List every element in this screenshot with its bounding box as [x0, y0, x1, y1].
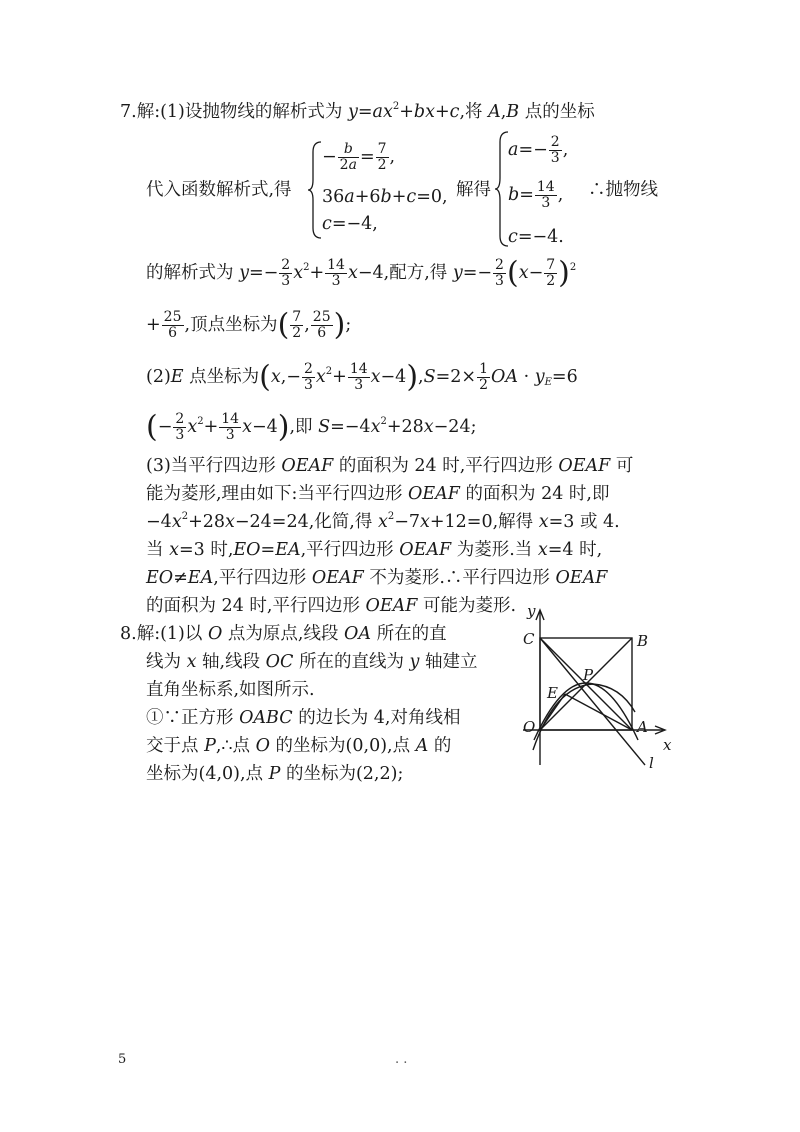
label-o: O [523, 718, 536, 736]
p8-line-4: ①∵正方形 OABC 的边长为 4,对角线相 [146, 708, 461, 728]
p7-line-10: 当 x=3 时,EO=EA,平行四边形 OEAF 为菱形.当 x=4 时, [146, 540, 603, 560]
label-x: x [663, 736, 672, 754]
p7-line-1: 7.解:(1)设抛物线的解析式为 $y=ax^2+bx+c$,将 A,B 点的坐标 [120, 101, 595, 122]
segment-ea [565, 694, 632, 730]
sys1-eq3: c=−4, [322, 214, 378, 234]
label-c: C [523, 630, 535, 648]
p7-line-9: $-4x^2+28x-24=24$,化简,得 $x^2-7x+12=0$,解得 x=3 或 4. [146, 511, 620, 532]
p8-line-2: 线为 x 轴,线段 OC 所在的直线为 y 轴建立 [146, 652, 478, 672]
p8-line-6: 坐标为(4,0),点 P 的坐标为(2,2); [146, 764, 404, 784]
label-y: y [527, 602, 536, 620]
p7-line-7: (3)当平行四边形 OEAF 的面积为 24 时,平行四边形 OEAF 可 [146, 456, 634, 476]
p8-line-1: 8.解:(1)以 O 点为原点,线段 OA 所在的直 [120, 624, 447, 644]
p8-line-5: 交于点 P,∴点 O 的坐标为(0,0),点 A 的 [146, 736, 452, 756]
p7-line-8: 能为菱形,理由如下:当平行四边形 OEAF 的面积为 24 时,即 [146, 484, 610, 504]
label-b: B [637, 632, 649, 650]
page-number: 5 [118, 1052, 127, 1067]
p8-line-3: 直角坐标系,如图所示. [146, 680, 315, 700]
p7-line-3: 的解析式为 y=− $\frac{2}{3}$ $x^2+$ $\frac{14}{3}$ x−4,配方,得 y=− $\frac{2}{3}$ (x− $\frac{7}{2}$ )$^2$ [146, 255, 577, 291]
left-brace-1 [307, 140, 323, 240]
p7-line-2c: ∴抛物线 [588, 180, 658, 200]
p7-line-5: (2)E 点坐标为(x,− $\frac{2}{3}$ $x^2+$ $\frac{14}{3}$ x−4),S=2× $\frac{1}{2}$ OA · $y_E=6$ [146, 359, 578, 395]
sys1-eq1: − $\frac{b}{2a}$ = $\frac{7}{2}$ , [322, 141, 396, 173]
geometry-figure [515, 600, 675, 772]
p7-line-4: + $\frac{25}{6}$ ,顶点坐标为( $\frac{7}{2}$ , $\frac{25}{6}$ ); [146, 307, 352, 343]
label-e: E [547, 684, 558, 702]
label-a: A [637, 718, 648, 736]
sys2-eq1: a=− $\frac{2}{3}$ , [508, 134, 569, 166]
label-l: l [649, 754, 654, 772]
footer-dots: . . [395, 1052, 408, 1067]
sys2-eq3: c=−4. [508, 227, 564, 247]
p7-line-11: EO≠EA,平行四边形 OEAF 不为菱形.∴平行四边形 OEAF [146, 568, 608, 588]
p7-line-2b: 解得 [456, 180, 491, 200]
p7-line-12: 的面积为 24 时,平行四边形 OEAF 可能为菱形. [146, 596, 517, 616]
p7-line-6: (− $\frac{2}{3}$ $x^2+$ $\frac{14}{3}$ x−4),即 $S=-4x^2+28x-24$; [146, 409, 477, 445]
sys2-eq2: b= $\frac{14}{3}$ , [508, 179, 564, 211]
label-p: P [583, 666, 594, 684]
p7-line-2a: 代入函数解析式,得 [146, 180, 292, 200]
sys1-eq2: 36a+6b+c=0, [322, 187, 448, 207]
